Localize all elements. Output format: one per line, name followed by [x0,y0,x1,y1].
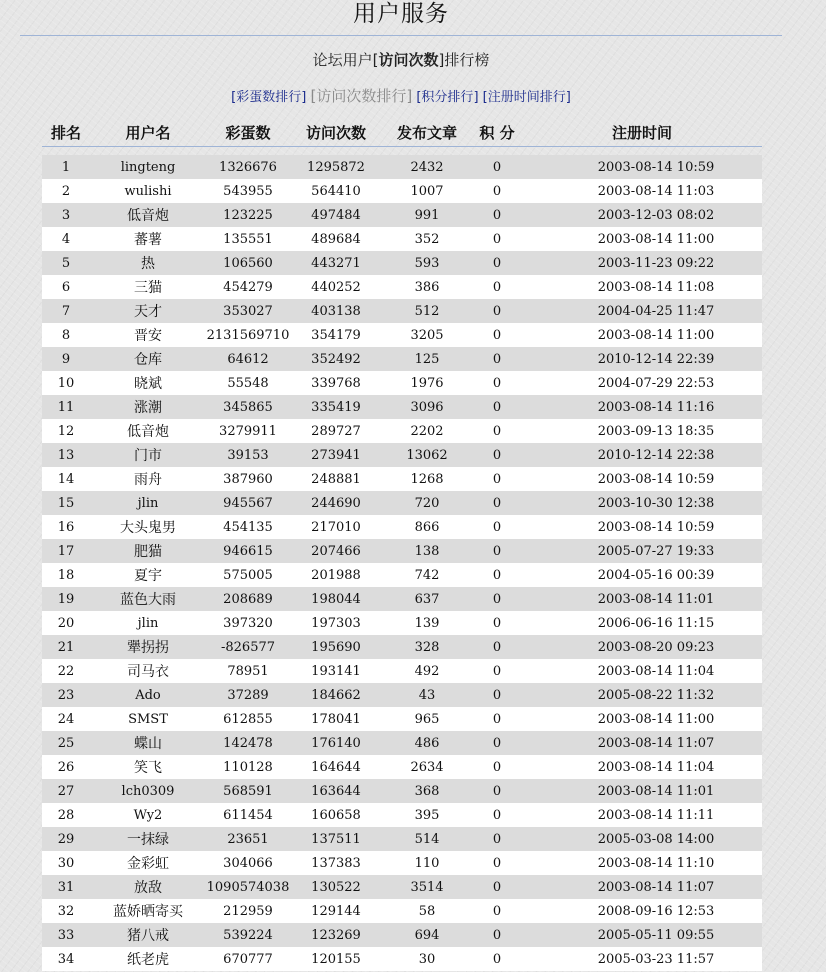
table-row [42,779,762,803]
cell-visits: 201988 [290,563,382,587]
subtitle-sort-key: 访问次数 [378,51,439,69]
cell-posts: 386 [382,275,472,299]
cell-username: 门市 [90,443,206,467]
cell-visits: 197303 [290,611,382,635]
cell-registered: 2003-08-14 11:00 [522,323,762,347]
table-row [42,227,762,251]
cell-posts: 965 [382,707,472,731]
cell-eggs: 135551 [206,227,290,251]
cell-score: 0 [472,707,522,731]
cell-score: 0 [472,827,522,851]
cell-visits: 352492 [290,347,382,371]
sort-link-visits-active: [访问次数排行] [310,87,413,105]
cell-username: 蓝娇晒寄买 [90,899,206,923]
cell-score: 0 [472,443,522,467]
table-row [42,275,762,299]
cell-username: jlin [90,491,206,515]
table-row [42,707,762,731]
cell-rank: 12 [42,419,90,443]
cell-rank: 10 [42,371,90,395]
cell-score: 0 [472,779,522,803]
cell-rank: 19 [42,587,90,611]
cell-posts: 30 [382,947,472,971]
cell-registered: 2003-11-23 09:22 [522,251,762,275]
cell-eggs: 353027 [206,299,290,323]
cell-posts: 486 [382,731,472,755]
cell-score: 0 [472,587,522,611]
cell-visits: 207466 [290,539,382,563]
cell-rank: 33 [42,923,90,947]
cell-rank: 25 [42,731,90,755]
cell-visits: 489684 [290,227,382,251]
table-row [42,827,762,851]
cell-score: 0 [472,899,522,923]
cell-eggs: 78951 [206,659,290,683]
sort-nav [0,86,802,108]
cell-posts: 3205 [382,323,472,347]
cell-registered: 2003-08-14 11:11 [522,803,762,827]
cell-score: 0 [472,491,522,515]
cell-username: 雨舟 [90,467,206,491]
cell-username: 一抹绿 [90,827,206,851]
cell-eggs: 946615 [206,539,290,563]
cell-username: 笑飞 [90,755,206,779]
cell-registered: 2003-12-03 08:02 [522,203,762,227]
cell-rank: 24 [42,707,90,731]
cell-score: 0 [472,851,522,875]
cell-registered: 2005-03-08 14:00 [522,827,762,851]
cell-rank: 11 [42,395,90,419]
cell-rank: 2 [42,179,90,203]
cell-registered: 2005-03-23 11:57 [522,947,762,971]
table-row [42,731,762,755]
cell-posts: 43 [382,683,472,707]
cell-score: 0 [472,227,522,251]
cell-username: 猪八戒 [90,923,206,947]
cell-registered: 2003-08-14 11:00 [522,227,762,251]
cell-username: 晋安 [90,323,206,347]
cell-score: 0 [472,875,522,899]
cell-visits: 289727 [290,419,382,443]
cell-eggs: 39153 [206,443,290,467]
ranking-table [42,118,762,971]
cell-registered: 2003-09-13 18:35 [522,419,762,443]
cell-registered: 2003-08-14 11:10 [522,851,762,875]
cell-visits: 335419 [290,395,382,419]
cell-visits: 195690 [290,635,382,659]
cell-eggs: 539224 [206,923,290,947]
cell-score: 0 [472,323,522,347]
cell-username: jlin [90,611,206,635]
cell-visits: 193141 [290,659,382,683]
table-row [42,947,762,971]
cell-visits: 564410 [290,179,382,203]
table-row [42,635,762,659]
cell-username: 三猫 [90,275,206,299]
cell-visits: 443271 [290,251,382,275]
cell-username: lingteng [90,155,206,179]
cell-visits: 178041 [290,707,382,731]
cell-registered: 2003-08-14 10:59 [522,155,762,179]
cell-registered: 2003-08-14 11:04 [522,659,762,683]
cell-visits: 184662 [290,683,382,707]
cell-posts: 110 [382,851,472,875]
cell-username: 金彩虹 [90,851,206,875]
cell-rank: 28 [42,803,90,827]
table-row [42,443,762,467]
cell-eggs: 23651 [206,827,290,851]
col-header-posts: 发布文章 [382,118,472,147]
cell-posts: 720 [382,491,472,515]
cell-eggs: -826577 [206,635,290,659]
cell-username: 晓斌 [90,371,206,395]
col-header-score: 积 分 [472,118,522,147]
cell-posts: 352 [382,227,472,251]
cell-registered: 2003-08-14 11:04 [522,755,762,779]
subtitle-prefix: 论坛用户[ [312,51,379,69]
table-row [42,155,762,179]
cell-posts: 1007 [382,179,472,203]
cell-username: 肥猫 [90,539,206,563]
cell-score: 0 [472,395,522,419]
cell-visits: 273941 [290,443,382,467]
cell-visits: 403138 [290,299,382,323]
cell-posts: 139 [382,611,472,635]
cell-score: 0 [472,755,522,779]
cell-visits: 120155 [290,947,382,971]
cell-posts: 514 [382,827,472,851]
cell-posts: 125 [382,347,472,371]
cell-posts: 13062 [382,443,472,467]
cell-score: 0 [472,659,522,683]
cell-posts: 2432 [382,155,472,179]
cell-posts: 58 [382,899,472,923]
subtitle-suffix: ]排行榜 [438,51,490,69]
table-row [42,539,762,563]
table-row [42,899,762,923]
cell-score: 0 [472,251,522,275]
cell-rank: 18 [42,563,90,587]
table-row [42,203,762,227]
cell-visits: 164644 [290,755,382,779]
cell-posts: 742 [382,563,472,587]
cell-eggs: 345865 [206,395,290,419]
cell-registered: 2003-08-14 11:07 [522,731,762,755]
cell-visits: 129144 [290,899,382,923]
cell-rank: 22 [42,659,90,683]
cell-rank: 14 [42,467,90,491]
cell-score: 0 [472,371,522,395]
cell-posts: 395 [382,803,472,827]
cell-username: 天才 [90,299,206,323]
cell-registered: 2003-08-14 11:16 [522,395,762,419]
cell-registered: 2003-08-20 09:23 [522,635,762,659]
cell-posts: 2202 [382,419,472,443]
cell-eggs: 454279 [206,275,290,299]
table-row [42,395,762,419]
cell-username: 仓库 [90,347,206,371]
cell-registered: 2010-12-14 22:38 [522,443,762,467]
cell-username: 司马衣 [90,659,206,683]
cell-username: SMST [90,707,206,731]
cell-registered: 2004-04-25 11:47 [522,299,762,323]
col-header-registered: 注册时间 [522,118,762,147]
table-row [42,515,762,539]
cell-visits: 339768 [290,371,382,395]
cell-username: 犟拐拐 [90,635,206,659]
title-divider [20,35,782,36]
cell-rank: 7 [42,299,90,323]
cell-eggs: 1326676 [206,155,290,179]
cell-eggs: 110128 [206,755,290,779]
cell-username: 低音炮 [90,419,206,443]
cell-posts: 3514 [382,875,472,899]
table-row [42,875,762,899]
cell-rank: 16 [42,515,90,539]
cell-score: 0 [472,683,522,707]
cell-eggs: 212959 [206,899,290,923]
sort-link-regtime[interactable]: [注册时间排行] [482,90,571,105]
cell-registered: 2004-05-16 00:39 [522,563,762,587]
cell-eggs: 454135 [206,515,290,539]
cell-score: 0 [472,155,522,179]
cell-username: Wy2 [90,803,206,827]
ranking-subtitle [0,50,802,70]
table-row [42,923,762,947]
cell-eggs: 568591 [206,779,290,803]
table-row [42,323,762,347]
cell-visits: 244690 [290,491,382,515]
sort-link-eggs[interactable]: [彩蛋数排行] [231,90,307,105]
cell-rank: 29 [42,827,90,851]
cell-eggs: 37289 [206,683,290,707]
cell-eggs: 612855 [206,707,290,731]
cell-score: 0 [472,419,522,443]
cell-rank: 31 [42,875,90,899]
cell-username: 蝶山 [90,731,206,755]
table-row [42,587,762,611]
cell-score: 0 [472,635,522,659]
cell-registered: 2003-08-14 11:03 [522,179,762,203]
cell-score: 0 [472,923,522,947]
cell-posts: 138 [382,539,472,563]
table-row [42,371,762,395]
cell-registered: 2003-08-14 11:01 [522,587,762,611]
table-row [42,683,762,707]
cell-score: 0 [472,179,522,203]
cell-username: 大头鬼男 [90,515,206,539]
cell-registered: 2005-05-11 09:55 [522,923,762,947]
cell-registered: 2005-07-27 19:33 [522,539,762,563]
cell-rank: 21 [42,635,90,659]
cell-rank: 9 [42,347,90,371]
sort-link-regtime-label[interactable]: 注册时间排行 [487,90,566,105]
cell-rank: 32 [42,899,90,923]
cell-username: 蕃薯 [90,227,206,251]
table-row [42,179,762,203]
cell-visits: 137511 [290,827,382,851]
cell-registered: 2003-08-14 11:00 [522,707,762,731]
cell-visits: 217010 [290,515,382,539]
cell-username: lch0309 [90,779,206,803]
cell-posts: 593 [382,251,472,275]
cell-score: 0 [472,347,522,371]
sort-link-eggs-label[interactable]: 彩蛋数排行 [236,90,302,105]
cell-eggs: 575005 [206,563,290,587]
table-row [42,491,762,515]
cell-rank: 17 [42,539,90,563]
cell-username: 蓝色大雨 [90,587,206,611]
cell-posts: 512 [382,299,472,323]
cell-rank: 15 [42,491,90,515]
cell-score: 0 [472,731,522,755]
cell-score: 0 [472,467,522,491]
col-header-eggs: 彩蛋数 [206,118,290,147]
cell-username: 夏宇 [90,563,206,587]
table-row [42,659,762,683]
cell-posts: 866 [382,515,472,539]
cell-eggs: 670777 [206,947,290,971]
cell-visits: 137383 [290,851,382,875]
cell-posts: 3096 [382,395,472,419]
cell-eggs: 397320 [206,611,290,635]
cell-rank: 26 [42,755,90,779]
cell-rank: 20 [42,611,90,635]
cell-rank: 34 [42,947,90,971]
cell-registered: 2010-12-14 22:39 [522,347,762,371]
col-header-username: 用户名 [90,118,206,147]
sort-link-score-label[interactable]: 积分排行 [421,90,474,105]
cell-posts: 368 [382,779,472,803]
cell-username: 低音炮 [90,203,206,227]
cell-posts: 694 [382,923,472,947]
cell-registered: 2005-08-22 11:32 [522,683,762,707]
sort-link-score[interactable]: [积分排行] [416,90,479,105]
cell-registered: 2004-07-29 22:53 [522,371,762,395]
cell-posts: 637 [382,587,472,611]
cell-posts: 991 [382,203,472,227]
table-row [42,611,762,635]
cell-visits: 130522 [290,875,382,899]
table-row [42,755,762,779]
page-title: 用户服务 [353,1,449,27]
cell-posts: 2634 [382,755,472,779]
col-header-rank: 排名 [42,118,90,147]
cell-registered: 2003-08-14 11:01 [522,779,762,803]
cell-eggs: 611454 [206,803,290,827]
cell-eggs: 3279911 [206,419,290,443]
cell-registered: 2003-10-30 12:38 [522,491,762,515]
cell-username: 热 [90,251,206,275]
cell-eggs: 106560 [206,251,290,275]
header-spacer [42,147,762,156]
cell-rank: 8 [42,323,90,347]
cell-eggs: 543955 [206,179,290,203]
cell-posts: 1268 [382,467,472,491]
cell-visits: 1295872 [290,155,382,179]
cell-visits: 163644 [290,779,382,803]
cell-rank: 5 [42,251,90,275]
cell-eggs: 2131569710 [206,323,290,347]
col-header-visits: 访问次数 [290,118,382,147]
cell-visits: 248881 [290,467,382,491]
cell-username: wulishi [90,179,206,203]
table-row [42,467,762,491]
cell-score: 0 [472,803,522,827]
cell-registered: 2003-08-14 10:59 [522,467,762,491]
cell-score: 0 [472,299,522,323]
table-row [42,563,762,587]
cell-eggs: 123225 [206,203,290,227]
cell-eggs: 55548 [206,371,290,395]
cell-eggs: 1090574038 [206,875,290,899]
table-header-row [42,118,762,147]
sort-link-visits-label: 访问次数排行 [316,87,407,105]
cell-eggs: 304066 [206,851,290,875]
cell-username: 纸老虎 [90,947,206,971]
cell-rank: 23 [42,683,90,707]
cell-rank: 13 [42,443,90,467]
cell-eggs: 387960 [206,467,290,491]
cell-eggs: 208689 [206,587,290,611]
cell-registered: 2003-08-14 11:08 [522,275,762,299]
cell-posts: 492 [382,659,472,683]
cell-score: 0 [472,563,522,587]
table-row [42,419,762,443]
cell-rank: 30 [42,851,90,875]
cell-registered: 2003-08-14 10:59 [522,515,762,539]
cell-visits: 176140 [290,731,382,755]
cell-posts: 1976 [382,371,472,395]
cell-registered: 2003-08-14 11:07 [522,875,762,899]
table-row [42,299,762,323]
table-row [42,803,762,827]
cell-visits: 354179 [290,323,382,347]
cell-visits: 123269 [290,923,382,947]
cell-visits: 440252 [290,275,382,299]
cell-eggs: 64612 [206,347,290,371]
cell-posts: 328 [382,635,472,659]
cell-visits: 497484 [290,203,382,227]
cell-eggs: 945567 [206,491,290,515]
table-row [42,851,762,875]
cell-score: 0 [472,515,522,539]
cell-score: 0 [472,947,522,971]
cell-score: 0 [472,275,522,299]
cell-visits: 198044 [290,587,382,611]
cell-score: 0 [472,539,522,563]
table-row [42,251,762,275]
cell-username: 放敌 [90,875,206,899]
cell-rank: 27 [42,779,90,803]
cell-score: 0 [472,611,522,635]
cell-score: 0 [472,203,522,227]
cell-rank: 4 [42,227,90,251]
cell-rank: 3 [42,203,90,227]
cell-visits: 160658 [290,803,382,827]
cell-registered: 2006-06-16 11:15 [522,611,762,635]
cell-username: Ado [90,683,206,707]
cell-eggs: 142478 [206,731,290,755]
cell-username: 涨潮 [90,395,206,419]
cell-rank: 1 [42,155,90,179]
table-row [42,347,762,371]
cell-registered: 2008-09-16 12:53 [522,899,762,923]
cell-rank: 6 [42,275,90,299]
